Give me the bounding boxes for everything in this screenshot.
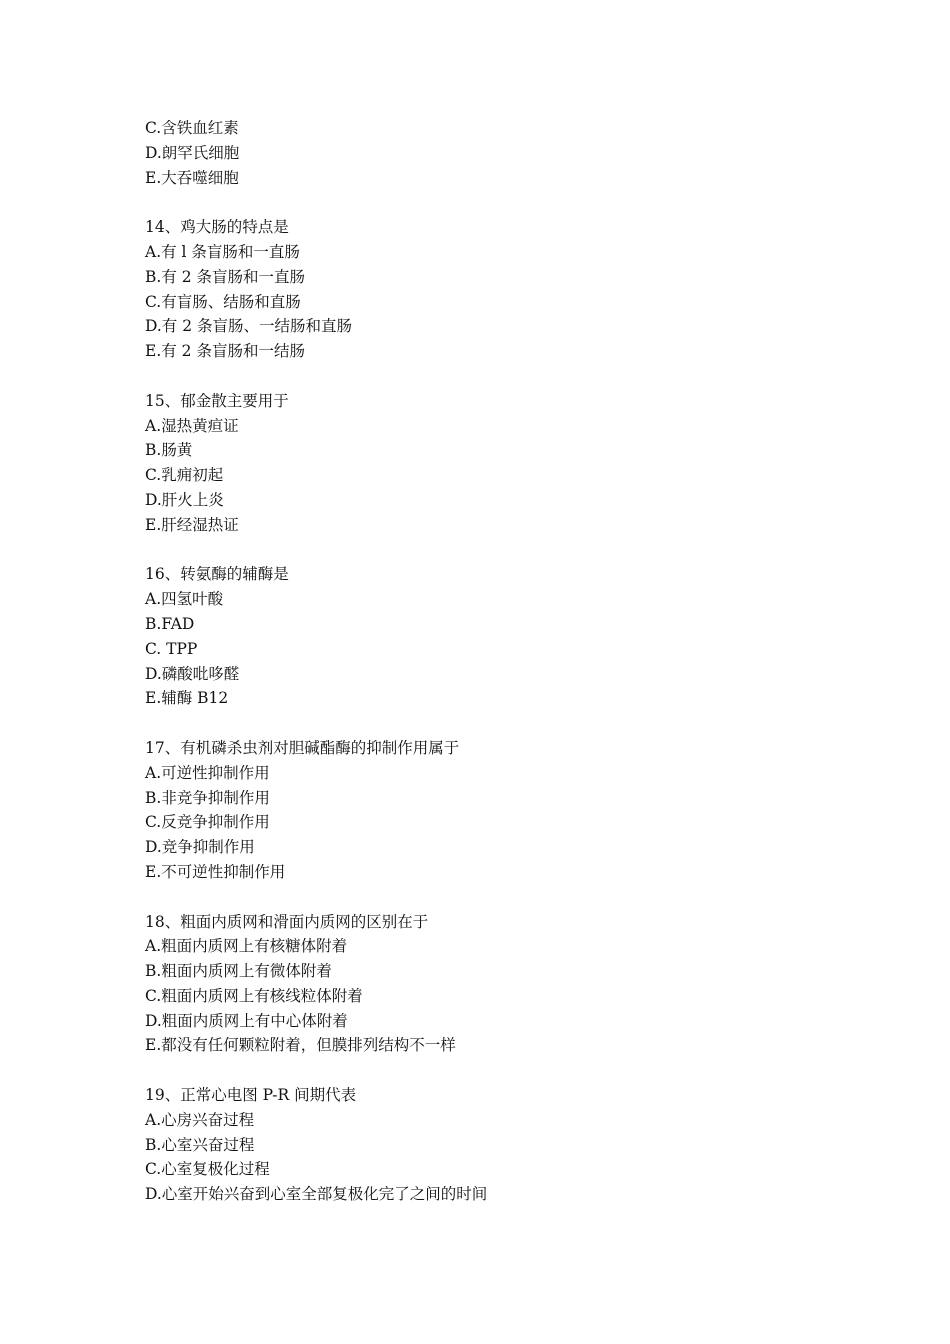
option-b: B.FAD bbox=[145, 614, 195, 633]
option-e: E.肝经湿热证 bbox=[145, 515, 239, 534]
document-content bbox=[145, 116, 845, 1207]
option-d: D.粗面内质网上有中心体附着 bbox=[145, 1011, 348, 1030]
question-15 bbox=[145, 389, 845, 538]
question-13-tail bbox=[145, 116, 845, 190]
option-e: E.都没有任何颗粒附着，但膜排列结构不一样 bbox=[145, 1036, 456, 1055]
option-b: B.有 2 条盲肠和一直肠 bbox=[145, 267, 306, 286]
spacer bbox=[145, 1058, 845, 1083]
option-e: E.大吞噬细胞 bbox=[145, 168, 239, 187]
question-16 bbox=[145, 562, 845, 711]
spacer bbox=[145, 538, 845, 563]
option-d: D.磷酸吡哆醛 bbox=[145, 664, 240, 683]
option-b: B.非竞争抑制作用 bbox=[145, 788, 270, 807]
option-b: B.心室兴奋过程 bbox=[145, 1135, 255, 1154]
option-d: D.朗罕氏细胞 bbox=[145, 143, 240, 162]
option-d: D.肝火上炎 bbox=[145, 490, 224, 509]
question-14 bbox=[145, 215, 845, 364]
option-e: E.不可逆性抑制作用 bbox=[145, 862, 286, 881]
option-c: C.含铁血红素 bbox=[145, 119, 239, 137]
option-c: C.反竞争抑制作用 bbox=[145, 813, 270, 832]
option-a: A.四氢叶酸 bbox=[145, 590, 224, 609]
option-a: A.有 l 条盲肠和一直肠 bbox=[145, 242, 300, 261]
spacer bbox=[145, 364, 845, 389]
question-text: 15、郁金散主要用于 bbox=[145, 391, 289, 410]
question-text: 19、正常心电图 P-R 间期代表 bbox=[145, 1086, 357, 1105]
option-c: C.有盲肠、结肠和直肠 bbox=[145, 292, 301, 311]
question-text: 16、转氨酶的辅酶是 bbox=[145, 565, 289, 584]
question-text: 17、有机磷杀虫剂对胆碱酯酶的抑制作用属于 bbox=[145, 738, 460, 757]
question-18 bbox=[145, 910, 845, 1059]
option-c: C. TPP bbox=[145, 639, 198, 658]
spacer bbox=[145, 190, 845, 215]
spacer bbox=[145, 711, 845, 736]
option-a: A.心房兴奋过程 bbox=[145, 1110, 255, 1129]
option-c: C.乳痈初起 bbox=[145, 466, 224, 485]
option-a: A.湿热黄疸证 bbox=[145, 416, 239, 435]
option-b: B.粗面内质网上有微体附着 bbox=[145, 962, 332, 981]
question-17 bbox=[145, 736, 845, 885]
option-d: D.心室开始兴奋到心室全部复极化完了之间的时间 bbox=[145, 1185, 488, 1204]
option-e: E.有 2 条盲肠和一结肠 bbox=[145, 342, 305, 361]
option-b: B.肠黄 bbox=[145, 441, 193, 460]
spacer bbox=[145, 885, 845, 910]
option-c: C.粗面内质网上有核线粒体附着 bbox=[145, 986, 363, 1005]
question-text: 18、粗面内质网和滑面内质网的区别在于 bbox=[145, 912, 429, 931]
option-c: C.心室复极化过程 bbox=[145, 1160, 270, 1179]
option-a: A.粗面内质网上有核糖体附着 bbox=[145, 937, 348, 956]
question-text: 14、鸡大肠的特点是 bbox=[145, 218, 289, 237]
option-a: A.可逆性抑制作用 bbox=[145, 763, 270, 782]
option-d: D.竞争抑制作用 bbox=[145, 838, 255, 857]
option-d: D.有 2 条盲肠、一结肠和直肠 bbox=[145, 317, 353, 336]
question-19 bbox=[145, 1083, 845, 1207]
option-e: E.辅酶 B12 bbox=[145, 689, 229, 708]
